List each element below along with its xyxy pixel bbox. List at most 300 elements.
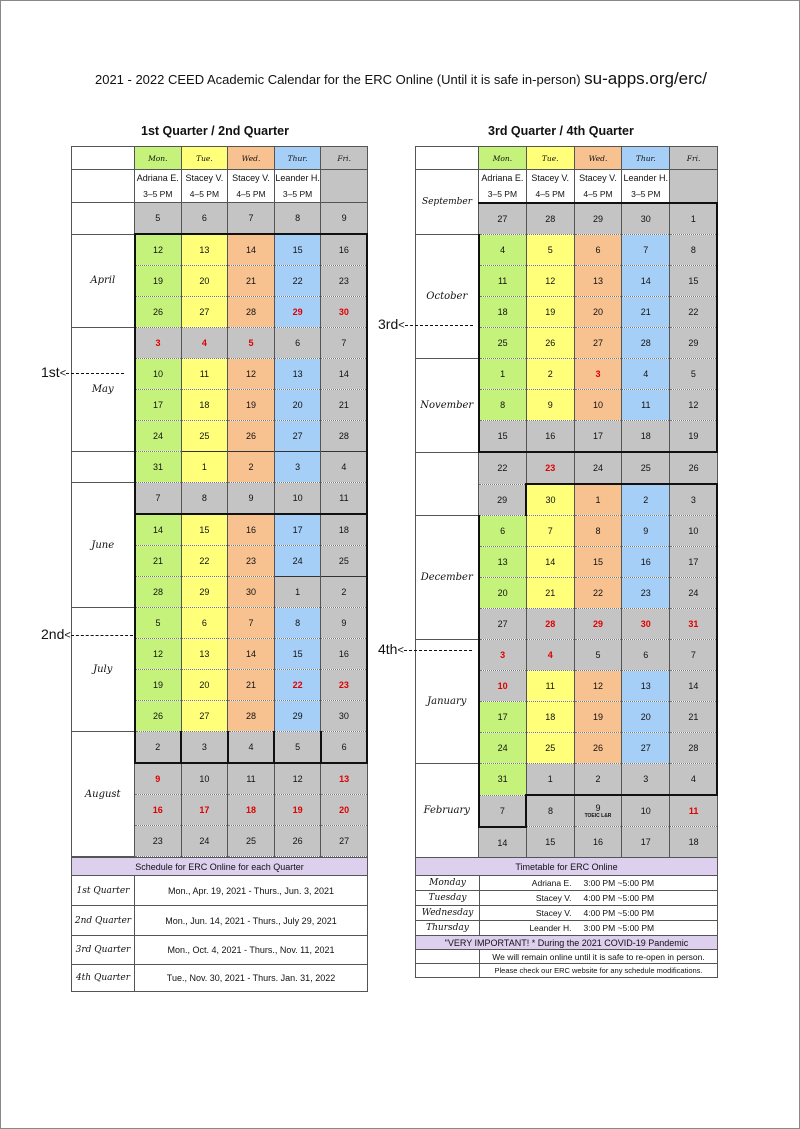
day-number: 29 — [592, 619, 603, 629]
day-number: 18 — [640, 431, 651, 441]
day-number: 23 — [152, 836, 163, 846]
day-cell — [181, 608, 228, 639]
day-cell — [181, 514, 228, 546]
day-number: 9 — [643, 526, 649, 536]
day-cell — [670, 640, 718, 671]
day-number: 22 — [292, 276, 303, 286]
day-number: 19 — [153, 680, 164, 690]
day-cell — [574, 827, 622, 859]
day-cell — [321, 390, 368, 421]
day-number: 24 — [592, 463, 603, 473]
day-cell — [274, 732, 321, 764]
tutor-name: Leander H. — [274, 170, 321, 187]
day-number: 26 — [153, 711, 164, 721]
day-number: 12 — [592, 681, 603, 691]
day-number: 27 — [199, 307, 210, 317]
day-cell — [622, 671, 670, 702]
arrow-4th-quarter: 4th< — [378, 641, 472, 657]
weekday-header: Tue. — [181, 147, 228, 170]
tutor-hours: 3–5 PM — [274, 186, 321, 203]
day-cell — [181, 452, 228, 483]
day-number: 19 — [153, 276, 164, 286]
day-number: 8 — [201, 493, 207, 503]
weekday-header: Mon. — [135, 147, 182, 170]
day-number: 28 — [640, 338, 651, 348]
day-cell — [274, 266, 321, 297]
day-number: 21 — [338, 400, 349, 410]
day-cell — [574, 359, 622, 390]
left-calendar-title: 1st Quarter / 2nd Quarter — [141, 124, 289, 138]
day-number: 26 — [545, 338, 556, 348]
day-cell — [181, 826, 228, 857]
day-number: 4 — [500, 245, 506, 255]
day-number: 30 — [338, 307, 349, 317]
day-cell — [479, 203, 527, 235]
weekday-header: Fri. — [321, 147, 368, 170]
day-cell — [526, 671, 574, 702]
day-cell — [574, 452, 622, 484]
day-number: 20 — [497, 588, 508, 598]
day-cell — [181, 546, 228, 577]
day-cell — [135, 795, 182, 826]
weekday-header: Thur. — [622, 147, 670, 170]
month-label: June — [72, 483, 135, 608]
day-cell — [622, 328, 670, 359]
day-cell — [274, 421, 321, 452]
day-cell — [622, 764, 670, 796]
day-number: 27 — [640, 743, 651, 753]
day-cell — [228, 452, 275, 483]
day-cell — [479, 578, 527, 609]
day-number: 14 — [497, 837, 508, 848]
day-cell — [321, 297, 368, 328]
day-number: 18 — [497, 307, 508, 317]
day-number: 31 — [153, 462, 164, 472]
day-cell — [622, 702, 670, 733]
day-cell — [321, 732, 368, 764]
day-cell — [181, 234, 228, 266]
day-cell — [181, 763, 228, 795]
day-number: 22 — [592, 588, 603, 598]
day-number: 23 — [338, 276, 349, 286]
day-cell — [228, 359, 275, 390]
right-calendar — [415, 146, 718, 859]
day-number: 16 — [152, 805, 163, 815]
day-cell — [622, 266, 670, 297]
day-number: 26 — [292, 836, 303, 846]
day-number: 15 — [497, 431, 508, 441]
day-cell — [622, 547, 670, 578]
day-cell — [321, 328, 368, 359]
day-cell — [228, 328, 275, 359]
day-number: 14 — [688, 681, 699, 691]
day-number: 11 — [497, 276, 508, 286]
day-cell — [181, 297, 228, 328]
day-number: 11 — [545, 681, 555, 691]
day-number: 11 — [339, 493, 349, 503]
day-cell — [574, 484, 622, 516]
day-number: 1 — [690, 214, 696, 224]
day-cell — [670, 203, 718, 235]
day-cell — [135, 390, 182, 421]
day-cell — [274, 701, 321, 732]
day-cell — [574, 547, 622, 578]
day-cell — [135, 732, 182, 764]
day-number: 8 — [690, 245, 696, 255]
day-cell — [274, 608, 321, 639]
day-cell — [228, 546, 275, 577]
day-number: 12 — [245, 369, 256, 379]
day-number: 28 — [245, 711, 256, 721]
day-number: 29 — [688, 338, 699, 348]
day-cell — [622, 827, 670, 859]
day-number: 27 — [339, 836, 350, 846]
day-number: 4 — [201, 338, 207, 348]
day-number: 9 — [547, 400, 553, 410]
day-number: 15 — [688, 276, 699, 286]
day-number: 3 — [690, 495, 696, 505]
day-number: 27 — [497, 619, 508, 629]
day-number: 28 — [688, 743, 699, 753]
day-number: 6 — [201, 213, 207, 223]
day-cell — [228, 670, 275, 701]
day-number: 22 — [199, 556, 210, 566]
week-row — [72, 452, 368, 483]
schedule-row: 2nd Quarter Mon., Jun. 14, 2021 - Thurs., July 29, 2021 — [72, 906, 368, 936]
weekday-header: Thur. — [274, 147, 321, 170]
day-number: 1 — [201, 462, 207, 472]
day-number: 17 — [497, 712, 508, 722]
day-number: 29 — [592, 214, 603, 224]
day-number: 6 — [201, 618, 207, 628]
day-number: 26 — [153, 307, 164, 317]
day-number: 2 — [547, 369, 553, 379]
day-number: 25 — [338, 556, 349, 566]
day-cell — [479, 359, 527, 390]
day-number: 22 — [497, 463, 508, 474]
day-number: 1 — [547, 774, 553, 784]
day-cell — [274, 203, 321, 235]
month-label — [72, 203, 135, 235]
day-cell — [321, 514, 368, 546]
day-cell — [526, 609, 574, 640]
day-cell — [526, 702, 574, 733]
toeic-note: TOEIC L&R — [584, 813, 612, 819]
day-cell — [274, 826, 321, 857]
day-number: 12 — [688, 400, 699, 410]
day-number: 16 — [245, 525, 256, 535]
day-cell — [135, 452, 182, 483]
tutor-hours: 4–5 PM — [574, 186, 622, 203]
arrow-2nd-quarter: 2nd< — [41, 626, 133, 642]
day-cell — [321, 795, 368, 826]
day-cell — [274, 670, 321, 701]
weekday-header: Wed. — [574, 147, 622, 170]
day-number: 2 — [248, 462, 254, 472]
tutor-name — [321, 170, 368, 187]
day-cell — [321, 483, 368, 515]
day-cell — [479, 235, 527, 266]
month-label: July — [72, 608, 135, 732]
day-cell — [574, 203, 622, 235]
day-cell — [321, 701, 368, 732]
day-cell — [228, 732, 275, 764]
day-cell — [228, 639, 275, 670]
day-number: 30 — [545, 495, 556, 505]
day-number: 4 — [248, 742, 254, 752]
day-number: 22 — [292, 680, 303, 690]
day-number: 5 — [295, 742, 301, 752]
tutor-hours: 3–5 PM — [479, 186, 527, 203]
day-number: 12 — [292, 774, 303, 784]
day-cell — [228, 577, 275, 608]
day-cell — [526, 640, 574, 671]
day-number: 13 — [199, 245, 210, 255]
day-cell — [181, 328, 228, 359]
day-cell — [321, 546, 368, 577]
day-number: 1 — [595, 495, 601, 505]
day-number: 16 — [338, 245, 349, 255]
day-cell — [670, 702, 718, 733]
day-number: 12 — [153, 649, 164, 659]
day-cell — [321, 639, 368, 670]
month-label: April — [72, 234, 135, 328]
day-number: 21 — [245, 276, 256, 286]
day-cell — [135, 328, 182, 359]
day-number: 4 — [547, 650, 553, 660]
day-cell — [479, 764, 527, 796]
day-cell — [574, 421, 622, 453]
day-number: 21 — [153, 556, 164, 566]
day-number: 9 — [595, 803, 601, 813]
day-number: 10 — [688, 526, 699, 536]
day-number: 23 — [245, 556, 256, 566]
day-number: 4 — [341, 462, 347, 472]
day-cell — [479, 671, 527, 702]
day-cell — [479, 421, 527, 453]
day-number: 2 — [595, 774, 601, 784]
online-note: We will remain online until it is safe to re-open in person. — [480, 950, 718, 964]
day-cell — [526, 266, 574, 297]
day-cell — [181, 639, 228, 670]
day-number: 19 — [245, 400, 256, 410]
day-number: 21 — [640, 307, 651, 317]
day-number: 14 — [245, 245, 256, 255]
day-number: 17 — [688, 557, 699, 567]
right-calendar-title: 3rd Quarter / 4th Quarter — [488, 124, 634, 138]
week-row — [72, 234, 368, 266]
day-number: 19 — [545, 307, 556, 317]
day-number: 18 — [545, 712, 556, 722]
erc-url-link[interactable]: su-apps.org/erc/ — [584, 69, 708, 88]
month-cell — [72, 170, 135, 203]
day-number: 30 — [640, 214, 651, 224]
day-number: 6 — [595, 245, 601, 255]
day-cell — [622, 640, 670, 671]
day-number: 9 — [155, 774, 161, 784]
day-cell — [526, 578, 574, 609]
tutor-name: Stacey V. — [574, 170, 622, 187]
day-cell — [574, 390, 622, 421]
day-cell — [622, 484, 670, 516]
timetable-row: Monday Adriana E. 3:00 PM ~5:00 PM — [416, 876, 718, 891]
day-cell — [526, 516, 574, 547]
day-number: 10 — [497, 681, 508, 691]
left-calendar — [71, 146, 368, 857]
day-number: 20 — [199, 680, 210, 690]
day-number: 2 — [643, 495, 649, 505]
quarter-schedule-table — [71, 857, 368, 992]
day-cell — [670, 609, 718, 640]
day-cell — [622, 235, 670, 266]
day-number: 30 — [640, 619, 651, 629]
day-number: 9 — [341, 618, 347, 628]
day-cell — [181, 483, 228, 515]
day-number: 23 — [338, 680, 349, 690]
day-number: 7 — [248, 213, 254, 223]
timetable-row: Wednesday Stacey V. 4:00 PM ~5:00 PM — [416, 906, 718, 921]
day-cell — [479, 390, 527, 421]
day-number: 15 — [545, 837, 556, 848]
tutor-name: Adriana E. — [479, 170, 527, 187]
week-row — [416, 516, 718, 547]
day-cell — [274, 763, 321, 795]
day-cell — [321, 266, 368, 297]
day-cell — [274, 297, 321, 328]
day-number: 11 — [246, 774, 256, 784]
week-row — [72, 328, 368, 359]
day-number: 26 — [245, 431, 256, 441]
day-cell — [274, 483, 321, 515]
day-cell — [670, 671, 718, 702]
day-number: 17 — [292, 525, 303, 535]
day-cell — [670, 266, 718, 297]
day-number: 29 — [497, 494, 508, 505]
day-number: 14 — [245, 649, 256, 659]
month-label: May — [72, 328, 135, 452]
day-cell — [574, 733, 622, 764]
day-number: 10 — [640, 806, 651, 816]
day-cell — [526, 203, 574, 235]
tutor-name: Stacey V. — [181, 170, 228, 187]
month-label — [72, 452, 135, 483]
tutor-hours: 3–5 PM — [622, 186, 670, 203]
tutor-hours: 3–5 PM — [135, 186, 182, 203]
day-cell — [574, 671, 622, 702]
day-cell — [479, 640, 527, 671]
day-cell — [670, 421, 718, 453]
day-cell — [321, 577, 368, 608]
day-number: 15 — [292, 245, 303, 255]
day-cell — [670, 578, 718, 609]
day-number: 7 — [155, 493, 161, 503]
tutor-hours — [670, 186, 718, 203]
day-number: 6 — [500, 526, 506, 536]
day-number: 8 — [595, 526, 601, 536]
month-label: October — [416, 235, 479, 359]
day-cell — [274, 577, 321, 608]
day-cell — [574, 297, 622, 328]
tutor-name: Stacey V. — [228, 170, 275, 187]
week-row — [416, 764, 718, 796]
day-number: 28 — [245, 307, 256, 317]
day-number: 28 — [153, 587, 164, 597]
day-number: 5 — [248, 338, 254, 348]
month-label: December — [416, 516, 479, 640]
day-cell — [526, 421, 574, 453]
week-row — [416, 235, 718, 266]
day-cell — [622, 421, 670, 453]
day-number: 5 — [595, 650, 601, 660]
day-number: 3 — [201, 742, 207, 752]
day-cell — [670, 516, 718, 547]
page-title — [1, 69, 800, 89]
day-cell — [228, 203, 275, 235]
day-cell — [670, 359, 718, 390]
day-cell — [526, 733, 574, 764]
day-number: 16 — [592, 837, 603, 848]
day-cell — [228, 234, 275, 266]
schedule-heading: Schedule for ERC Online for each Quarter — [72, 858, 368, 876]
day-cell — [228, 390, 275, 421]
week-row — [416, 452, 718, 484]
day-cell — [135, 234, 182, 266]
day-cell — [135, 577, 182, 608]
day-number: 25 — [245, 836, 256, 846]
day-number: 16 — [640, 557, 651, 567]
day-cell — [135, 514, 182, 546]
timetable-row: Thursday Leander H. 3:00 PM ~5:00 PM — [416, 921, 718, 936]
day-number: 10 — [292, 493, 303, 503]
day-number: 3 — [295, 462, 301, 472]
day-number: 6 — [295, 338, 301, 348]
day-number: 5 — [690, 369, 696, 379]
day-number: 4 — [690, 774, 696, 784]
day-cell — [479, 484, 527, 516]
day-number: 25 — [545, 743, 556, 753]
day-cell — [479, 547, 527, 578]
day-cell — [228, 297, 275, 328]
day-cell — [181, 203, 228, 235]
schedule-row: 1st Quarter Mon., Apr. 19, 2021 - Thurs., Jun. 3, 2021 — [72, 876, 368, 906]
day-cell — [622, 733, 670, 764]
day-cell — [526, 328, 574, 359]
day-cell — [135, 763, 182, 795]
day-number: 17 — [199, 805, 210, 815]
day-number: 18 — [338, 525, 349, 535]
day-cell — [135, 297, 182, 328]
day-cell — [622, 609, 670, 640]
timetable-heading: Timetable for ERC Online — [416, 858, 718, 876]
day-number: 2 — [155, 742, 161, 752]
week-row — [416, 359, 718, 390]
day-number: 1 — [295, 587, 301, 597]
day-number: 18 — [245, 805, 256, 815]
day-number: 13 — [339, 774, 350, 784]
day-number: 3 — [595, 369, 601, 379]
day-number: 10 — [153, 369, 164, 379]
day-cell — [479, 297, 527, 328]
day-cell — [622, 203, 670, 235]
day-cell — [181, 732, 228, 764]
day-cell — [526, 547, 574, 578]
day-number: 12 — [153, 245, 164, 255]
day-number: 19 — [292, 805, 303, 815]
day-number: 12 — [545, 276, 556, 286]
day-number: 3 — [155, 338, 161, 348]
day-cell — [479, 733, 527, 764]
day-number: 13 — [592, 276, 603, 286]
